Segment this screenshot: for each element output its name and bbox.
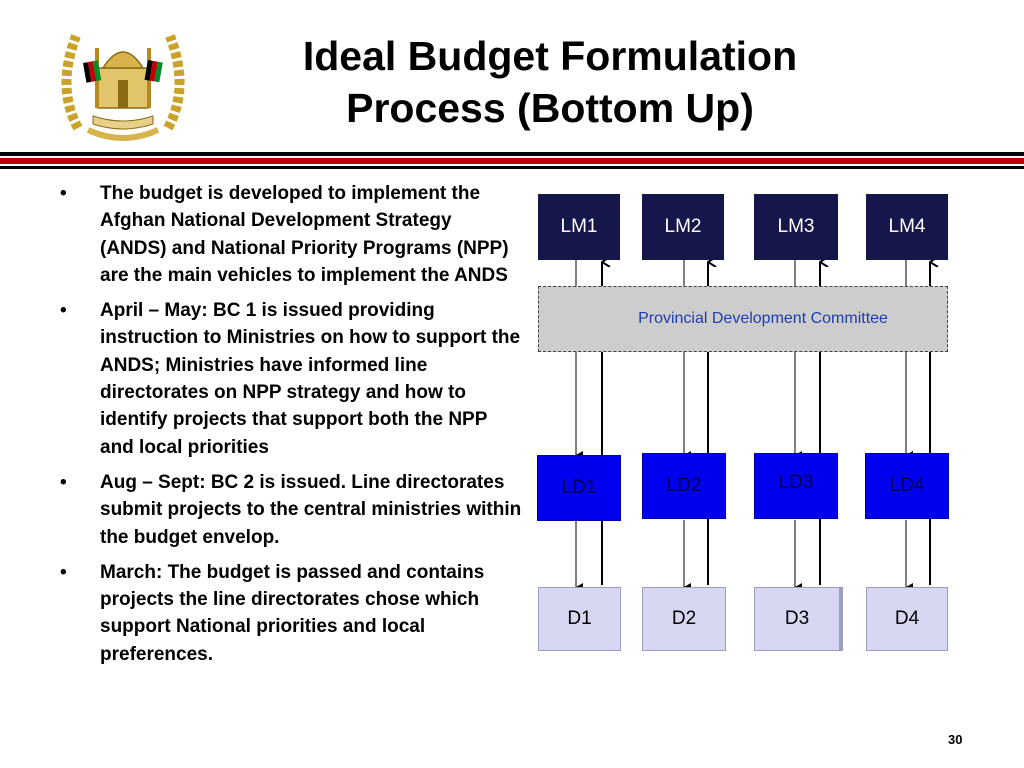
bullet-marker: • xyxy=(60,561,67,583)
divider-rule-top xyxy=(0,152,1024,156)
bullet-item xyxy=(58,559,523,668)
bullet-item xyxy=(58,297,523,461)
lm4-box: LM4 xyxy=(866,194,948,260)
title-line-1: Ideal Budget Formulation xyxy=(302,33,798,79)
page-number: 30 xyxy=(948,732,963,747)
bullet-list xyxy=(58,180,523,676)
divider-rule-red xyxy=(0,158,1024,164)
bullet-text: Aug – Sept: BC 2 is issued. Line directorates submit projects to the central ministries within the budget envelop. xyxy=(100,471,522,548)
d3-box: D3 xyxy=(754,587,840,651)
lm1-box: LM1 xyxy=(538,194,620,260)
ld4-box: LD4 xyxy=(865,453,949,519)
bullet-text: March: The budget is passed and contains projects the line directorates chose which support National priorities and local preferences. xyxy=(100,561,485,665)
title-line-2: Process (Bottom Up) xyxy=(346,85,754,131)
ld3-box: LD3 xyxy=(754,453,838,519)
d2-box: D2 xyxy=(642,587,726,651)
bullet-text: The budget is developed to implement the Afghan National Development Strategy (ANDS) and National Priority Programs (NPP) are the main vehicles to implement the ANDS xyxy=(100,183,509,286)
slide-title xyxy=(220,30,880,134)
ld2-box: LD2 xyxy=(642,453,726,519)
bullet-marker: • xyxy=(60,471,67,493)
provincial-committee-label: Provincial Development Committee xyxy=(638,310,888,327)
d1-box: D1 xyxy=(538,587,621,651)
lm2-box: LM2 xyxy=(642,194,724,260)
d4-box: D4 xyxy=(866,587,948,651)
bullet-text: April – May: BC 1 is issued providing instruction to Ministries on how to support the ANDS; Ministries have informed line directorates on NPP strategy and how to identify projects that support both the NPP and local priorities xyxy=(100,300,521,458)
bullet-marker: • xyxy=(60,183,67,204)
national-emblem-icon xyxy=(48,8,198,148)
budget-flow-diagram xyxy=(530,190,960,660)
provincial-committee-box xyxy=(538,286,948,352)
bullet-item xyxy=(58,469,523,551)
bullet-marker: • xyxy=(60,300,67,322)
ld1-box: LD1 xyxy=(537,455,621,521)
bullet-item xyxy=(58,180,523,289)
lm3-box: LM3 xyxy=(754,194,838,260)
divider-rule-bottom xyxy=(0,166,1024,169)
